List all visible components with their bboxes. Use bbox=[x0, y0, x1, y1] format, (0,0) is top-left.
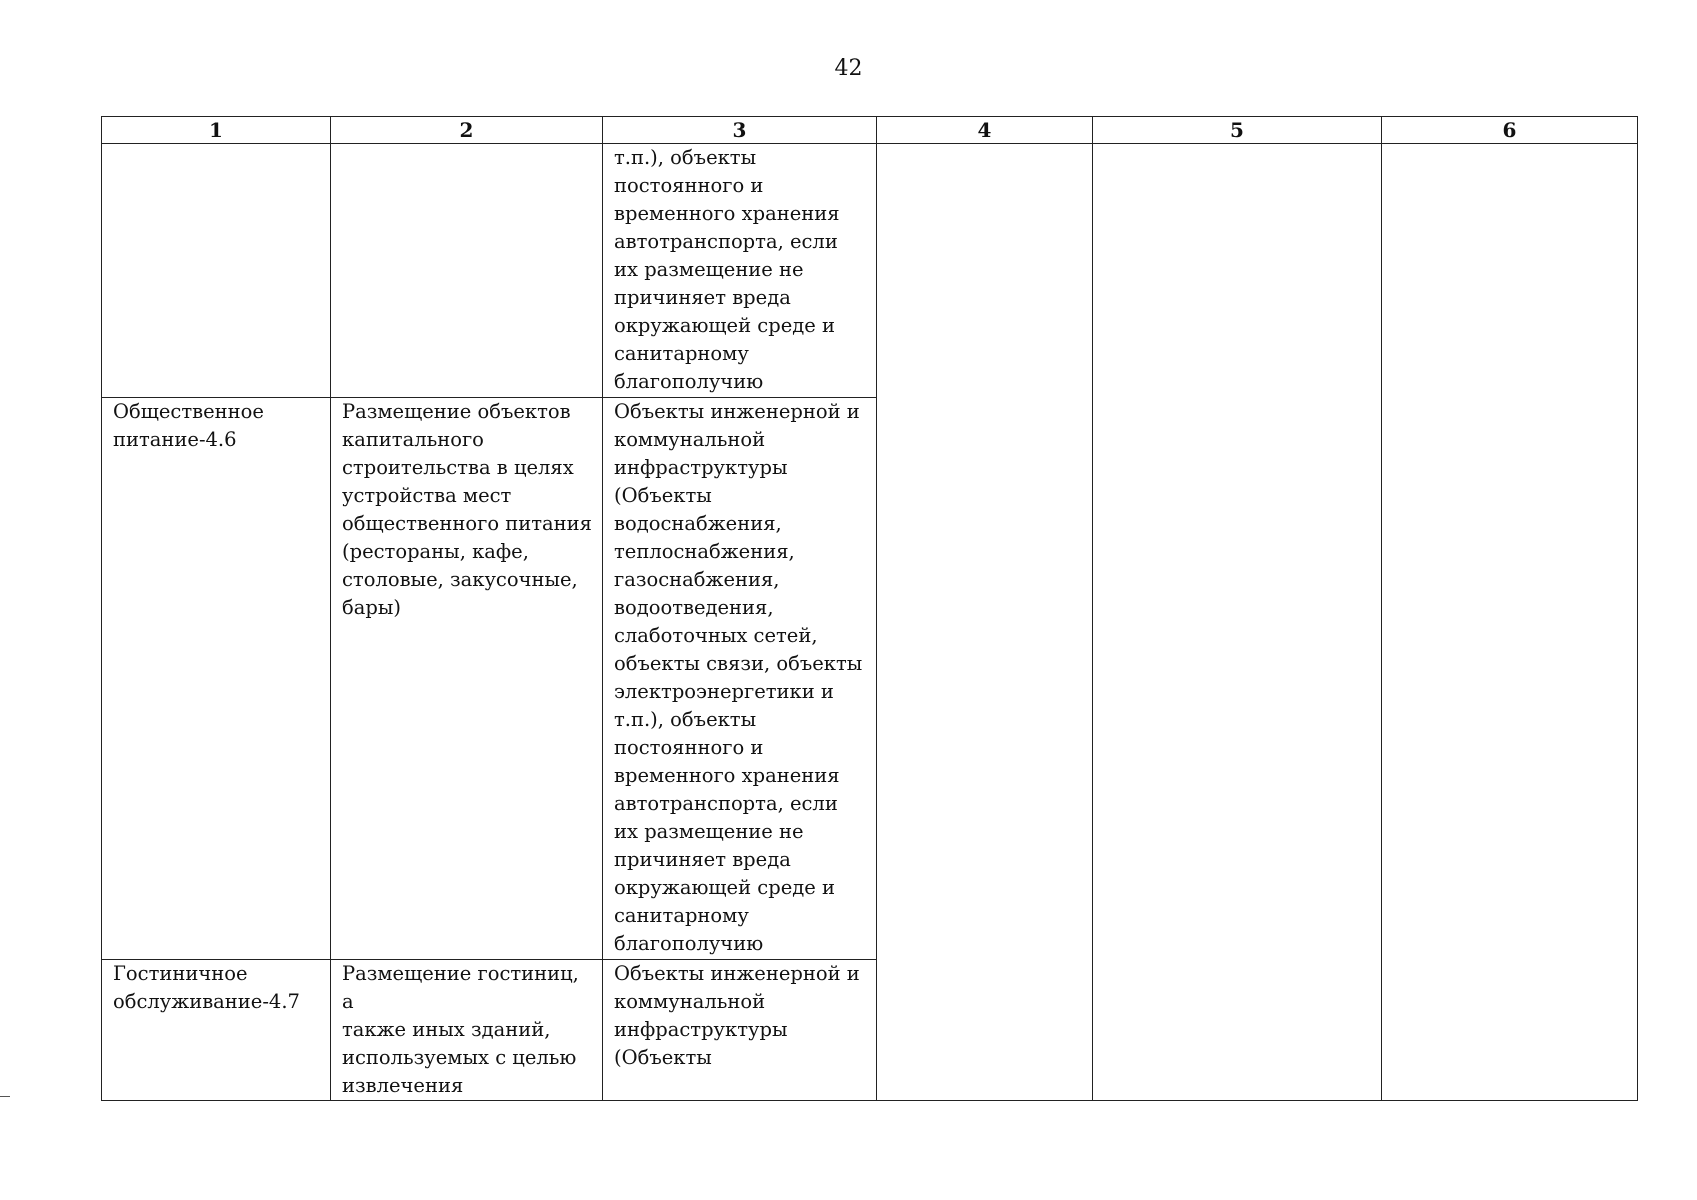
land-use-table bbox=[101, 116, 1638, 1101]
auxiliary-objects-text: Объекты инженерной и коммунальной инфраструктуры (Объекты bbox=[614, 962, 860, 1069]
cell-auxiliary-objects bbox=[603, 144, 877, 398]
column-header-6: 6 bbox=[1382, 117, 1638, 144]
land-use-name-text: Общественное питание-4.6 bbox=[113, 400, 264, 451]
table-row bbox=[102, 144, 1638, 398]
land-use-description-text: Размещение гостиниц, а также иных зданий, используемых с целью извлечения bbox=[342, 962, 579, 1097]
cell-auxiliary-objects bbox=[603, 960, 877, 1101]
cell-auxiliary-objects bbox=[603, 398, 877, 960]
cell-land-use-name bbox=[102, 960, 331, 1101]
cell-land-use-name bbox=[102, 398, 331, 960]
auxiliary-objects-text: т.п.), объекты постоянного и временного хранения автотранспорта, если их размещение не причиняет вреда окружающей среде и санитарному благополучию bbox=[614, 146, 840, 393]
cell-land-use-description bbox=[331, 398, 603, 960]
land-use-description-text: Размещение объектов капитального строительства в целях устройства мест общественного питания (рестораны, кафе, столовые, закусочные, бары) bbox=[342, 400, 592, 619]
scan-mark bbox=[0, 1096, 10, 1097]
cell-land-use-name bbox=[102, 144, 331, 398]
cell-land-use-description bbox=[331, 960, 603, 1101]
land-use-name-text: Гостиничное обслуживание-4.7 bbox=[113, 962, 300, 1013]
cell-column-4 bbox=[877, 144, 1093, 1101]
cell-column-6 bbox=[1382, 144, 1638, 1101]
column-header-2: 2 bbox=[331, 117, 603, 144]
column-header-4: 4 bbox=[877, 117, 1093, 144]
auxiliary-objects-text: Объекты инженерной и коммунальной инфраструктуры (Объекты водоснабжения, теплоснабжения, газоснабжения, водоотведения, слаботочных сетей, объекты связи, объекты электроэнергетики и т.п.), объекты постоянного и временного хранения автотранспорта, если их размещение не причиняет вреда окружающей среде и санитарному благополучию bbox=[614, 400, 863, 955]
cell-column-5 bbox=[1093, 144, 1382, 1101]
page-number: 42 bbox=[834, 56, 863, 81]
column-header-3: 3 bbox=[603, 117, 877, 144]
column-header-1: 1 bbox=[102, 117, 331, 144]
cell-land-use-description bbox=[331, 144, 603, 398]
table-header-row bbox=[102, 117, 1638, 144]
column-header-5: 5 bbox=[1093, 117, 1382, 144]
